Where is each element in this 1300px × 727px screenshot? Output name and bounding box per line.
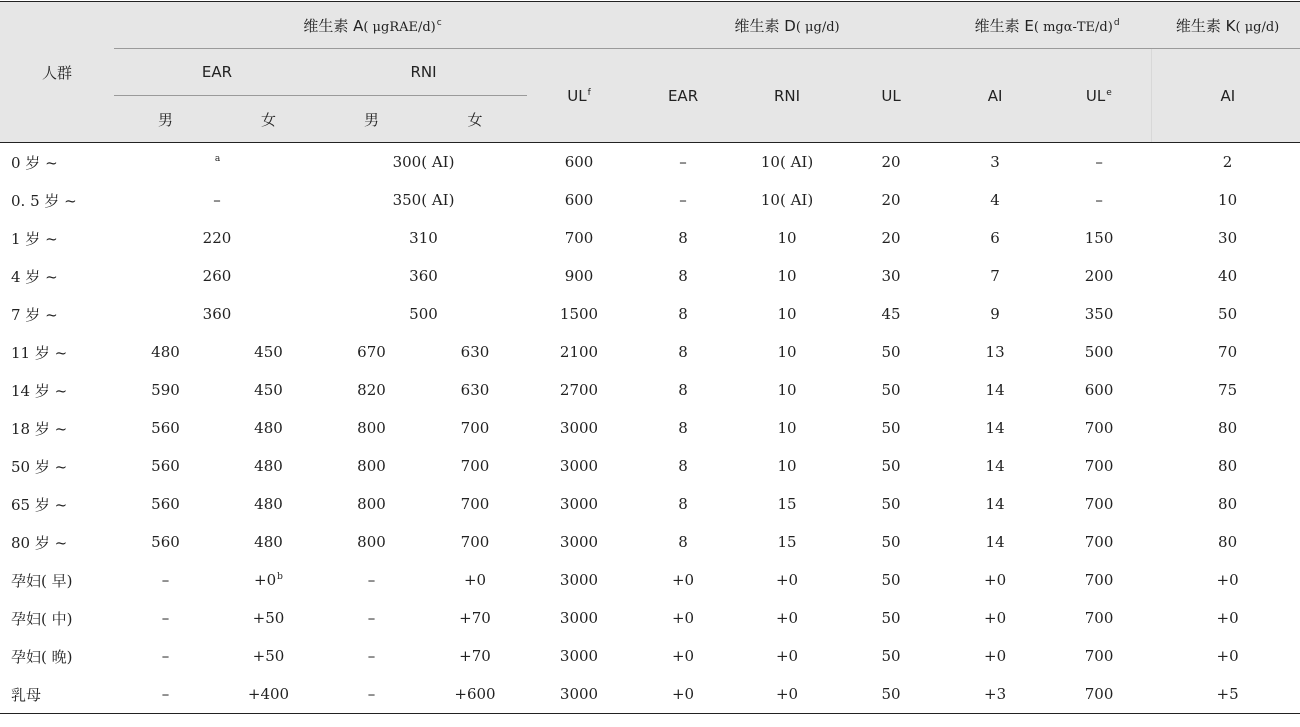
table-row xyxy=(0,333,1300,371)
cell-d-rni: 10 xyxy=(777,457,797,475)
cell-k-ai: +0 xyxy=(1216,571,1239,589)
cell-e-ul: 150 xyxy=(1084,229,1114,247)
table-row xyxy=(0,675,1300,714)
cell-a-rni-male: – xyxy=(367,571,376,589)
row-group-label: 孕妇( 晚) xyxy=(11,647,73,666)
cell-d-rni: 10 xyxy=(777,419,797,437)
cell-a-ear: 260 xyxy=(202,267,232,285)
row-group-label: 50 岁 ~ xyxy=(11,457,68,476)
cell-e-ai: 13 xyxy=(985,343,1005,361)
cell-a-ear: 220 xyxy=(202,229,232,247)
table-row xyxy=(0,143,1300,182)
cell-a-rni-female: 630 xyxy=(460,381,490,399)
cell-d-rni: 10( AI) xyxy=(760,191,814,209)
cell-d-ear: – xyxy=(679,153,687,171)
cell-a-rni-female: 630 xyxy=(460,343,490,361)
header-e-ul: $UL^e$ xyxy=(1047,49,1151,143)
cell-a-rni-female: 700 xyxy=(460,419,490,437)
row-group-label: 4 岁 ~ xyxy=(11,267,58,286)
cell-a-ul: 1500 xyxy=(559,305,599,323)
row-group-label: 65 岁 ~ xyxy=(11,495,68,514)
cell-d-rni: 10 xyxy=(777,305,797,323)
table-row xyxy=(0,637,1300,675)
table-row xyxy=(0,409,1300,447)
cell-d-ear: 8 xyxy=(678,381,688,399)
cell-e-ul: 500 xyxy=(1084,343,1114,361)
cell-e-ul: 700 xyxy=(1084,419,1114,437)
cell-d-rni: +0 xyxy=(775,647,799,665)
cell-e-ul: 700 xyxy=(1084,457,1114,475)
cell-a-rni-male: 800 xyxy=(357,495,386,513)
cell-e-ul: – xyxy=(1095,153,1103,171)
cell-e-ai: +0 xyxy=(984,647,1007,665)
cell-d-ul: 30 xyxy=(881,267,901,285)
header-d-rni: RNI xyxy=(735,49,839,143)
cell-a-ul: 3000 xyxy=(559,571,599,589)
table-header xyxy=(0,2,1300,143)
cell-d-ear: +0 xyxy=(671,571,695,589)
cell-a-ul: 900 xyxy=(564,267,594,285)
cell-d-ear: +0 xyxy=(671,647,695,665)
cell-a-ul: 600 xyxy=(564,191,594,209)
cell-k-ai: 80 xyxy=(1218,419,1238,437)
cell-a-rni-male: 670 xyxy=(357,343,386,361)
cell-d-ul: 50 xyxy=(881,495,901,513)
cell-a-ul: 3000 xyxy=(559,495,599,513)
cell-d-ear: 8 xyxy=(678,229,688,247)
cell-a-ear: a xyxy=(214,154,221,164)
cell-a-ear-male: 560 xyxy=(151,419,180,437)
cell-e-ai: 14 xyxy=(985,419,1005,437)
row-group-label: 11 岁 ~ xyxy=(11,343,68,362)
cell-d-ear: 8 xyxy=(678,343,688,361)
cell-a-ear-male: 560 xyxy=(151,533,180,551)
table-row xyxy=(0,219,1300,257)
cell-a-rni-female: +600 xyxy=(423,675,527,714)
vitamin-dri-table xyxy=(0,1,1300,714)
cell-e-ul: 700 xyxy=(1084,533,1114,551)
cell-a-ul: 2100 xyxy=(559,343,599,361)
header-a-ul: $UL^f$ xyxy=(527,49,631,143)
cell-a-rni-male: 820 xyxy=(357,381,386,399)
cell-d-ul: 50 xyxy=(881,571,901,589)
header-rni-male: 男 xyxy=(320,96,423,143)
cell-a-ear-female: +400 xyxy=(217,675,320,714)
cell-a-ear-female: $+0^b$ xyxy=(254,571,283,589)
cell-a-ul: 3000 xyxy=(559,647,599,665)
cell-d-rni: 10 xyxy=(777,343,797,361)
cell-d-ul: 50 xyxy=(839,675,943,714)
cell-d-ul: 50 xyxy=(881,381,901,399)
cell-a-ear: – xyxy=(213,191,221,209)
header-vitamin-a: 维生素 A( μgRAE/d)$^c$ xyxy=(114,2,631,49)
table-row xyxy=(0,257,1300,295)
header-vitamin-k: 维生素 K( μg/d) xyxy=(1151,2,1300,49)
table-body xyxy=(0,143,1300,714)
cell-e-ai: 14 xyxy=(985,381,1005,399)
cell-k-ai: 80 xyxy=(1218,495,1238,513)
cell-a-rni-female: +70 xyxy=(459,647,491,665)
cell-d-ear: +0 xyxy=(631,675,735,714)
cell-a-ear-female: 450 xyxy=(254,343,283,361)
cell-k-ai: 10 xyxy=(1218,191,1238,209)
cell-d-ul: 20 xyxy=(881,191,901,209)
cell-d-rni: 10( AI) xyxy=(760,153,814,171)
cell-a-ear: 360 xyxy=(202,305,232,323)
cell-a-ear-male: – xyxy=(161,571,170,589)
cell-d-ul: 50 xyxy=(881,533,901,551)
cell-a-rni: 350( AI) xyxy=(392,191,455,209)
cell-e-ul: 200 xyxy=(1084,267,1114,285)
header-a-ear: EAR xyxy=(114,49,320,96)
row-group-label: 乳母 xyxy=(0,675,114,714)
cell-a-ear-male: 480 xyxy=(151,343,180,361)
cell-a-ear-male: 560 xyxy=(151,457,180,475)
cell-e-ai: 14 xyxy=(985,495,1005,513)
cell-d-ear: 8 xyxy=(678,533,688,551)
cell-a-ear-female: 450 xyxy=(254,381,283,399)
cell-a-ul: 3000 xyxy=(527,675,631,714)
table-row xyxy=(0,561,1300,599)
cell-k-ai: 40 xyxy=(1218,267,1238,285)
cell-e-ul: 700 xyxy=(1047,675,1151,714)
cell-a-ul: 3000 xyxy=(559,533,599,551)
cell-a-ul: 2700 xyxy=(559,381,599,399)
table-row xyxy=(0,295,1300,333)
cell-k-ai: 2 xyxy=(1222,153,1233,171)
cell-a-ear-female: 480 xyxy=(254,533,283,551)
header-group: 人群 xyxy=(0,2,114,143)
cell-a-rni: 300( AI) xyxy=(392,153,455,171)
header-a-rni: RNI xyxy=(320,49,527,96)
cell-d-ul: 45 xyxy=(881,305,901,323)
header-e-ai: AI xyxy=(943,49,1047,143)
cell-k-ai: +5 xyxy=(1151,675,1300,714)
table-row xyxy=(0,485,1300,523)
cell-e-ai: 4 xyxy=(990,191,1000,209)
row-group-label: 18 岁 ~ xyxy=(11,419,68,438)
cell-a-rni-female: +0 xyxy=(463,571,487,589)
header-vitamin-e: 维生素 E( mgα-TE/d)$^d$ xyxy=(943,2,1151,49)
cell-d-ear: – xyxy=(679,191,687,209)
cell-a-ear-female: 480 xyxy=(254,419,283,437)
cell-a-ear-male: – xyxy=(161,647,170,665)
cell-a-ul: 3000 xyxy=(559,457,599,475)
cell-a-rni-female: 700 xyxy=(460,495,490,513)
cell-d-ul: 50 xyxy=(881,609,901,627)
cell-k-ai: 80 xyxy=(1218,533,1238,551)
cell-d-rni: 15 xyxy=(777,495,797,513)
cell-e-ul: 700 xyxy=(1084,495,1114,513)
table-row xyxy=(0,181,1300,219)
cell-d-ear: +0 xyxy=(671,609,695,627)
cell-a-rni-male: – xyxy=(367,609,376,627)
cell-a-rni: 310 xyxy=(409,229,438,247)
cell-a-ear-male: 590 xyxy=(151,381,180,399)
cell-a-rni-male: 800 xyxy=(357,419,386,437)
table-row xyxy=(0,371,1300,409)
cell-d-ul: 50 xyxy=(881,343,901,361)
cell-d-ul: 50 xyxy=(881,419,901,437)
row-group-label: 1 岁 ~ xyxy=(11,229,58,248)
cell-a-rni-female: 700 xyxy=(460,457,490,475)
cell-e-ul: – xyxy=(1095,191,1103,209)
cell-e-ul: 350 xyxy=(1084,305,1114,323)
table-row xyxy=(0,599,1300,637)
cell-k-ai: 80 xyxy=(1218,457,1238,475)
header-d-ear: EAR xyxy=(631,49,735,143)
row-group-label: 0 岁 ~ xyxy=(11,153,58,172)
header-ear-female: 女 xyxy=(217,96,320,143)
row-group-label: 14 岁 ~ xyxy=(11,381,68,400)
cell-d-ul: 20 xyxy=(881,153,901,171)
cell-d-ear: 8 xyxy=(678,305,688,323)
cell-a-ear-female: 480 xyxy=(254,495,283,513)
header-d-ul: UL xyxy=(839,49,943,143)
row-group-label: 孕妇( 中) xyxy=(11,609,73,628)
cell-a-rni-male: 800 xyxy=(357,457,386,475)
cell-d-rni: +0 xyxy=(735,675,839,714)
cell-a-ear-female: 480 xyxy=(254,457,283,475)
cell-e-ai: 9 xyxy=(990,305,1000,323)
cell-d-rni: 15 xyxy=(777,533,797,551)
cell-a-ul: 3000 xyxy=(559,419,599,437)
header-rni-female: 女 xyxy=(423,96,527,143)
cell-d-ear: 8 xyxy=(678,419,688,437)
cell-k-ai: 30 xyxy=(1218,229,1238,247)
cell-a-ear-male: 560 xyxy=(151,495,180,513)
cell-k-ai: +0 xyxy=(1216,609,1239,627)
cell-k-ai: +0 xyxy=(1216,647,1239,665)
cell-d-ear: 8 xyxy=(678,267,688,285)
cell-d-rni: 10 xyxy=(777,267,797,285)
cell-d-ear: 8 xyxy=(678,457,688,475)
cell-a-ear-male: – xyxy=(161,609,170,627)
cell-e-ai: 3 xyxy=(990,153,1000,171)
header-vitamin-d: 维生素 D( μg/d) xyxy=(631,2,943,49)
cell-d-ear: 8 xyxy=(678,495,688,513)
cell-k-ai: 50 xyxy=(1218,305,1238,323)
cell-a-ear-male: – xyxy=(114,675,217,714)
cell-k-ai: 75 xyxy=(1218,381,1238,399)
table-row xyxy=(0,447,1300,485)
cell-a-ul: 3000 xyxy=(559,609,599,627)
cell-e-ul: 700 xyxy=(1084,647,1114,665)
cell-e-ai: 6 xyxy=(990,229,1000,247)
cell-a-rni-female: +70 xyxy=(459,609,491,627)
cell-e-ul: 700 xyxy=(1084,571,1114,589)
header-k-ai: AI xyxy=(1151,49,1300,143)
cell-e-ai: 14 xyxy=(985,533,1005,551)
cell-e-ai: +0 xyxy=(984,571,1007,589)
cell-e-ul: 700 xyxy=(1084,609,1114,627)
cell-e-ul: 600 xyxy=(1084,381,1114,399)
cell-a-rni: 500 xyxy=(409,305,438,323)
cell-d-ul: 50 xyxy=(881,457,901,475)
cell-k-ai: 70 xyxy=(1218,343,1238,361)
cell-d-ul: 50 xyxy=(881,647,901,665)
cell-a-rni-male: – xyxy=(367,647,376,665)
row-group-label: 0. 5 岁 ~ xyxy=(11,191,77,210)
cell-a-rni-male: – xyxy=(320,675,423,714)
cell-e-ai: +0 xyxy=(984,609,1007,627)
cell-a-rni-female: 700 xyxy=(460,533,490,551)
cell-d-rni: +0 xyxy=(775,571,799,589)
row-group-label: 80 岁 ~ xyxy=(11,533,68,552)
cell-a-rni: 360 xyxy=(409,267,438,285)
cell-a-ear-female: +50 xyxy=(252,609,285,627)
cell-d-ul: 20 xyxy=(881,229,901,247)
cell-d-rni: 10 xyxy=(777,381,797,399)
cell-e-ai: 7 xyxy=(990,267,1000,285)
cell-a-rni-male: 800 xyxy=(357,533,386,551)
table-row xyxy=(0,523,1300,561)
cell-e-ai: +3 xyxy=(943,675,1047,714)
row-group-label: 7 岁 ~ xyxy=(11,305,58,324)
header-ear-male: 男 xyxy=(114,96,217,143)
cell-a-ul: 600 xyxy=(564,153,594,171)
cell-e-ai: 14 xyxy=(985,457,1005,475)
cell-a-ul: 700 xyxy=(564,229,594,247)
cell-a-ear-female: +50 xyxy=(252,647,285,665)
row-group-label: 孕妇( 早) xyxy=(11,571,73,590)
cell-d-rni: 10 xyxy=(777,229,797,247)
cell-d-rni: +0 xyxy=(775,609,799,627)
